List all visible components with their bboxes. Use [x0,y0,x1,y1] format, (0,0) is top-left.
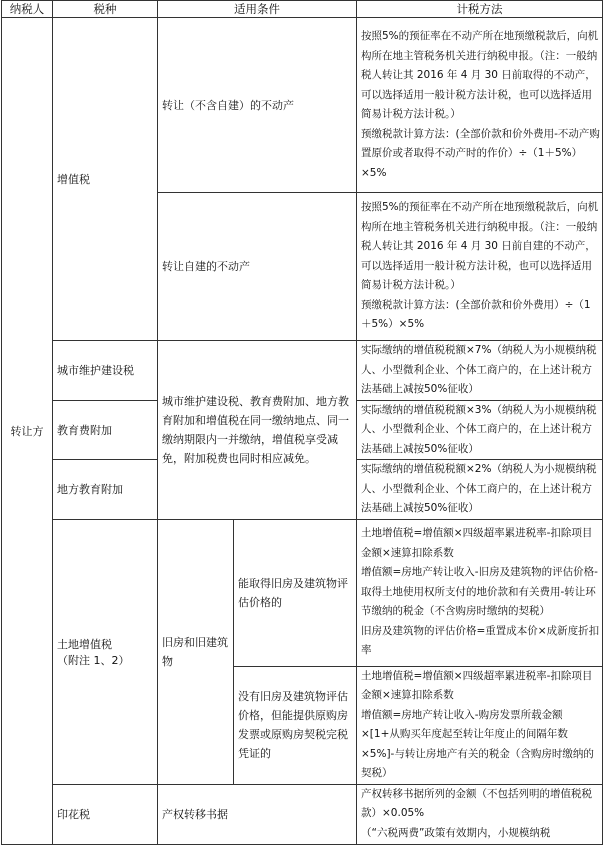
stamp-name: 印花税 [53,784,158,844]
land-vat-condition-2: 没有旧房及建筑物评估价格，但能提供原购房发票或原购房契税完税凭证的 [234,666,357,784]
stamp-method-p2: （“六税两费”政策有效期内，小规模纳税 [361,826,551,839]
taxpayer-cell: 转让方 [2,18,53,845]
stamp-condition: 产权转移书据 [158,784,357,844]
land-vat-name-line2: （附注 1、2） [57,653,130,667]
land-vat-method-2-p1: 土地增值税=增值额×四级超率累进税率-扣除项目金额×速算扣除系数 [361,669,593,701]
surtax-method-2: 实际缴纳的增值税税额×3%（纳税人为小规模纳税人、小型微利企业、个体工商户的，在上述计税方法基础上减按50%征收） [357,400,603,460]
surtax-name-1: 城市维护建设税 [53,341,158,401]
land-vat-name-line1: 土地增值税 [57,637,112,651]
table-row [2,784,603,844]
surtax-name-3: 地方教育附加 [53,460,158,520]
vat-condition-1: 转让（不含自建）的不动产 [158,18,357,193]
surtax-method-1: 实际缴纳的增值税税额×7%（纳税人为小规模纳税人、小型微利企业、个体工商户的，在上述计税方法基础上减按50%征收） [357,341,603,401]
vat-condition-2: 转让自建的不动产 [158,193,357,341]
header-tax-type: 税种 [53,1,158,18]
vat-method-1-p1: 按照5%的预征率在不动产所在地预缴税款后，向机构所在地主管税务机关进行纳税申报。（注：一般纳税人转让其 2016 年 4 月 30 日前取得的不动产，可以选择适用一般计税方法计税，也可以选择适用简易计税方法计税。） [361,30,599,120]
vat-name: 增值税 [53,18,158,341]
land-vat-method-1-p3: 旧房及建筑物的评估价格=重置成本价×成新度折扣率 [361,624,600,657]
header-method: 计税方法 [357,1,603,18]
land-vat-method-1-p2: 增值额=房地产转让收入-旧房及建筑物的评估价格-取得土地使用权所支付的地价款和有关费用-转让环节缴纳的税金（不含购房时缴纳的契税） [361,566,598,618]
surtax-condition: 城市维护建设税、教育费附加、地方教育附加和增值税在同一缴纳地点、同一缴纳期限内一并缴纳，增值税享受减免，附加税费也同时相应减免。 [158,341,357,520]
table-row [2,519,603,666]
land-vat-method-2 [357,666,603,784]
table-row [2,341,603,401]
surtax-name-2: 教育费附加 [53,400,158,460]
land-vat-name [53,519,158,784]
stamp-method [357,784,603,844]
vat-method-1-p2: 预缴税款计算方法：(全部价款和价外费用-不动产购置原价或者取得不动产时的作价）÷（1＋5%）×5% [361,127,600,179]
tax-table [1,0,603,845]
vat-method-1 [357,18,603,193]
land-vat-method-2-p2: 增值额=房地产转让收入-购房发票所载金额×[1+从购买年度起至转让年度止的间隔年数×5%]-与转让房地产有关的税金（含购房时缴纳的契税） [361,708,594,779]
vat-method-2 [357,193,603,341]
land-vat-category: 旧房和旧建筑物 [158,519,234,784]
vat-method-2-p1: 按照5%的预征率在不动产所在地预缴税款后，向机构所在地主管税务机关进行纳税申报。（注：一般纳税人转让其 2016 年 4 月 30 日前自建的不动产，可以选择适用一般计税方法计税，也可以选择适用简易计税方法计税。） [361,201,599,292]
surtax-method-3: 实际缴纳的增值税税额×2%（纳税人为小规模纳税人、小型微利企业、个体工商户的，在上述计税方法基础上减按50%征收） [357,460,603,520]
header-taxpayer: 纳税人 [2,1,53,18]
land-vat-condition-1: 能取得旧房及建筑物评估价格的 [234,519,357,666]
table-row [2,18,603,193]
vat-method-2-p2: 预缴税款计算方法：(全部价款和价外费用）÷（1＋5%）×5% [361,298,591,331]
land-vat-method-1-p1: 土地增值税=增值额×四级超率累进税率-扣除项目金额×速算扣除系数 [361,527,593,559]
header-condition: 适用条件 [158,1,357,18]
stamp-method-p1: 产权转移书据所列的金额（不包括列明的增值税税款）×0.05% [361,787,592,819]
land-vat-method-1 [357,519,603,666]
header-row [2,1,603,18]
